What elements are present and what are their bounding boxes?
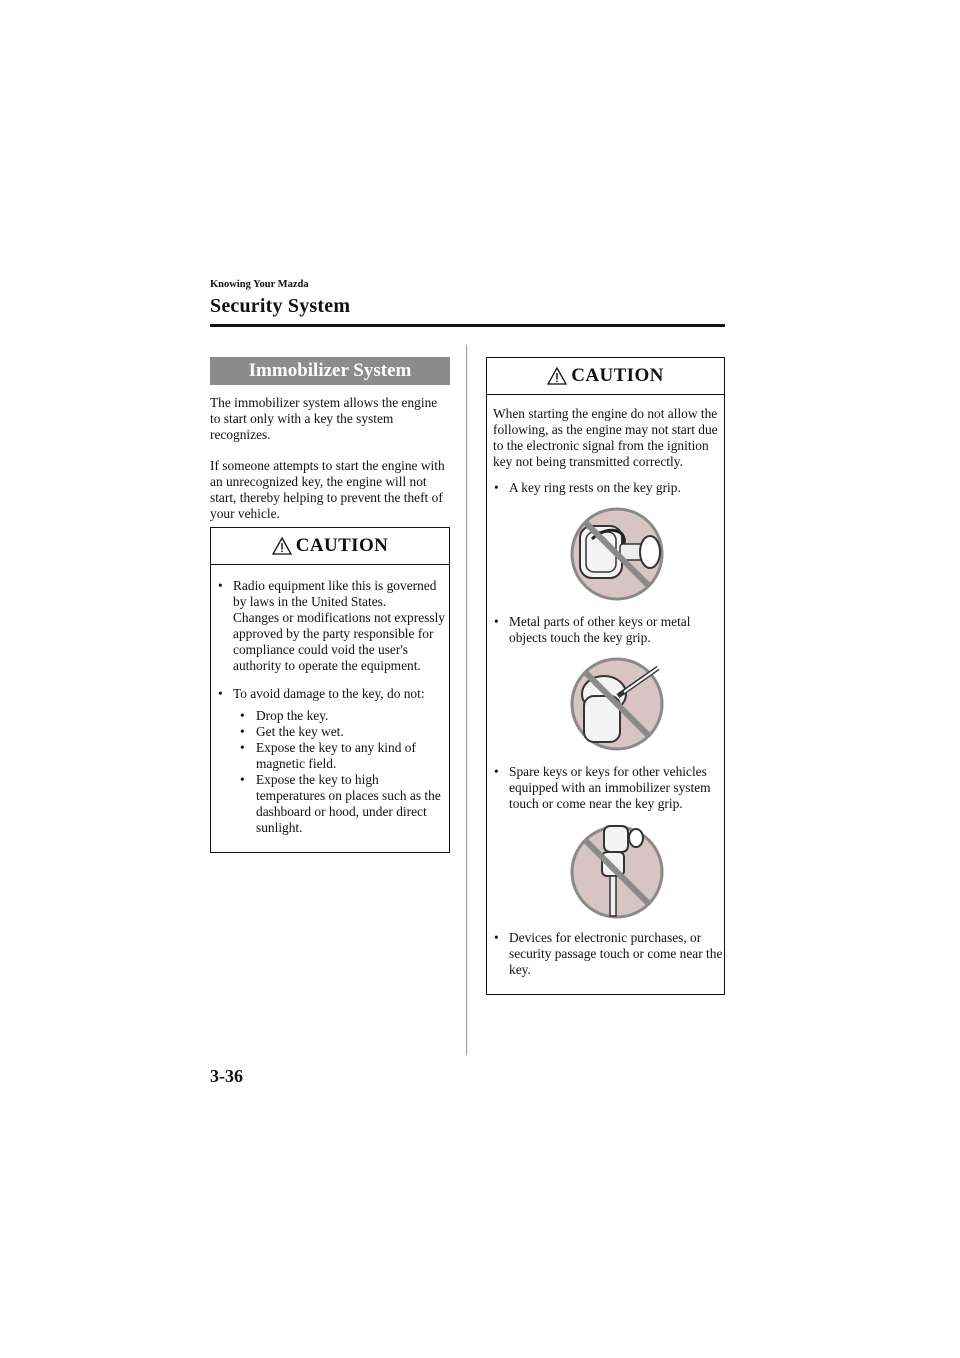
metal-parts-text: Metal parts of other keys or metal objects touch the key grip. [509, 614, 691, 645]
bullet-icon: • [494, 930, 499, 945]
warning-triangle-icon [272, 537, 292, 555]
intro-paragraph: The immobilizer system allows the engine to start only with a key the system recognizes. [210, 395, 438, 442]
list-item [487, 930, 724, 978]
spare-keys-text: Spare keys or keys for other vehicles equipped with an immobilizer system touch or come near the key grip. [509, 764, 711, 811]
list-item [211, 578, 445, 674]
key-ring-text: A key ring rests on the key grip. [509, 480, 681, 495]
modifications-text: Changes or modifications not expressly approved by the party responsible for compliance could void the user's authority to operate the equipment. [233, 610, 445, 673]
column-divider [466, 345, 467, 1055]
theft-paragraph: If someone attempts to start the engine with an unrecognized key, the engine will not start, thereby helping to prevent the theft of your vehicle. [210, 458, 445, 521]
metal-keys-prohibited-illustration [562, 654, 672, 754]
page-title: Security System [210, 295, 351, 317]
page-number: 3-36 [210, 1066, 243, 1086]
key-ring-prohibited-illustration [562, 504, 672, 604]
caution-intro: When starting the engine do not allow the following, as the engine may not start due to the electronic signal from the ignition key not being transmitted correctly. [493, 406, 718, 469]
list-item [487, 480, 724, 604]
header-rule [210, 324, 725, 327]
radio-equipment-text: Radio equipment like this is governed by laws in the United States. [233, 578, 437, 609]
caution-label: CAUTION [295, 535, 389, 556]
bullet-icon: • [494, 764, 499, 779]
sub-bullet-icon: • [240, 772, 245, 787]
caution-header [211, 528, 449, 565]
caution-label: CAUTION [571, 365, 664, 386]
devices-text: Devices for electronic purchases, or security passage touch or come near the key. [509, 930, 723, 977]
caution-header [487, 358, 724, 395]
warning-triangle-icon [547, 367, 567, 385]
list-item [487, 614, 724, 754]
section-label: Knowing Your Mazda [210, 279, 309, 290]
sub-list-item: • Expose the key to any kind of magnetic field. [240, 740, 416, 771]
bullet-icon: • [218, 686, 223, 701]
bullet-icon: • [218, 578, 223, 593]
immobilizer-system-banner: Immobilizer System [210, 357, 450, 385]
sub-list [233, 708, 445, 836]
caution-box-right [486, 357, 725, 995]
sub-list-item: • Drop the key. [240, 708, 329, 723]
sub-list-item: • Get the key wet. [240, 724, 344, 739]
sub-bullet-icon: • [240, 724, 245, 739]
sub-bullet-icon: • [240, 708, 245, 723]
spare-keys-prohibited-illustration [562, 820, 672, 920]
avoid-damage-text: To avoid damage to the key, do not: [233, 686, 425, 701]
sub-bullet-icon: • [240, 740, 245, 755]
caution-list [487, 480, 724, 978]
list-item [487, 764, 724, 920]
left-column [210, 357, 450, 522]
bullet-icon: • [494, 480, 499, 495]
caution-list [211, 565, 449, 836]
list-item [211, 686, 445, 836]
bullet-icon: • [494, 614, 499, 629]
sub-list-item: • Expose the key to high temperatures on places such as the dashboard or hood, under direct sunlight. [240, 772, 441, 835]
caution-box-left [210, 527, 450, 853]
